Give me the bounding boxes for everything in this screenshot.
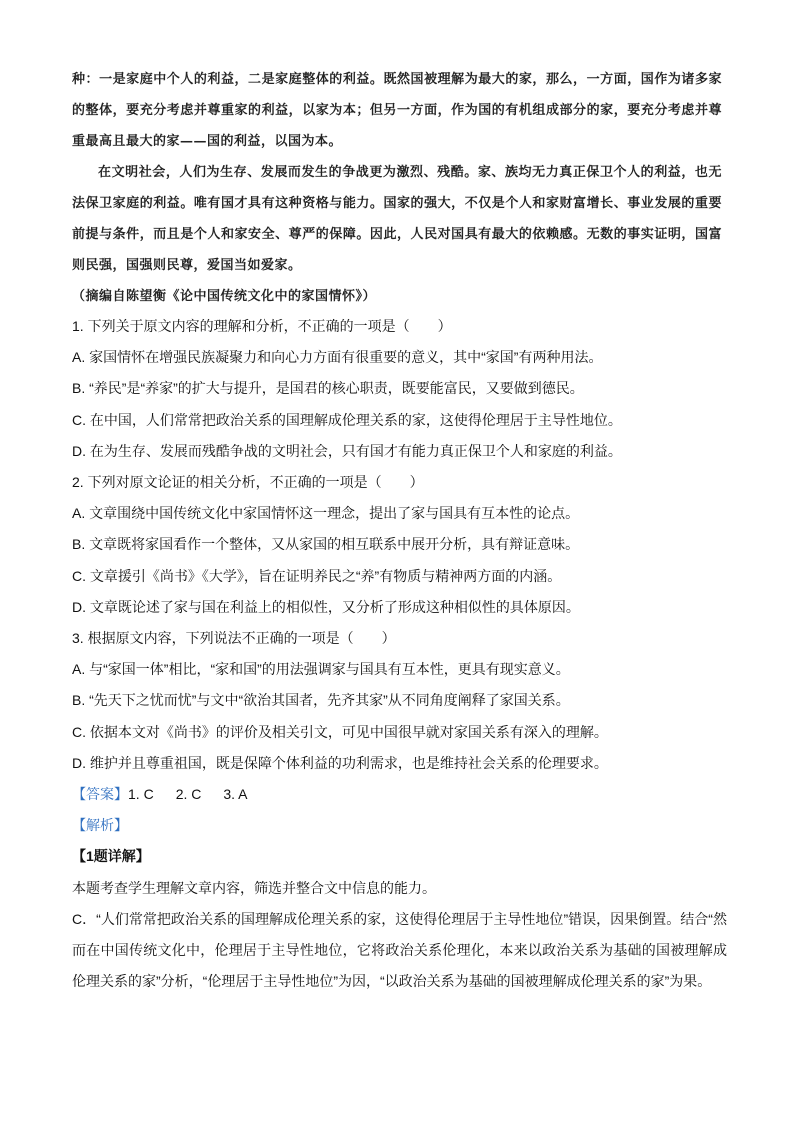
option-item: A. 与“家国一体”相比，“家和国”的用法强调家与国具有互本性，更具有现实意义。 <box>72 661 570 678</box>
question-stem: 3. 根据原文内容，下列说法不正确的一项是（ ） <box>72 630 396 647</box>
option-item: C. 在中国，人们常常把政治关系的国理解成伦理关系的家，这使得伦理居于主导性地位。 <box>72 411 622 428</box>
option-item: C. 文章援引《尚书》《大学》，旨在证明养民之“养”有物质与精神两方面的内涵。 <box>72 567 562 584</box>
option-item: A. 文章围绕中国传统文化中家国情怀这一理念，提出了家与国具有互本性的论点。 <box>72 505 580 522</box>
analysis-explanation: C．“人们常常把政治关系的国理解成伦理关系的家，这使得伦理居于主导性地位”错误，因果倒置。结合“然而在中国传统文化中，伦理居于主导性地位，它将政治关系伦理化，本来以政治关系为基础的国被理解成伦理关系的家”分析，“伦理居于主导性地位”为因，“以政治关系为基础的国被理解成伦理关系的家”为果。 <box>72 910 727 990</box>
option-item: D. 维护并且尊重祖国，既是保障个体利益的功利需求，也是维持社会关系的伦理要求。 <box>72 754 608 771</box>
question-stem: 2. 下列对原文论证的相关分析，不正确的一项是（ ） <box>72 474 424 491</box>
option-item: B. 文章既将家国看作一个整体，又从家国的相互联系中展开分析，具有辩证意味。 <box>72 536 580 553</box>
option-item: B. “先天下之忧而忧”与文中“欲治其国者，先齐其家”从不同角度阐释了家国关系。 <box>72 692 570 709</box>
option-item: C. 依据本文对《尚书》的评价及相关引文，可见中国很早就对家国关系有深入的理解。 <box>72 723 608 740</box>
option-item: B. “养民”是“养家”的扩大与提升，是国君的核心职责，既要能富民，又要做到德民。 <box>72 380 584 397</box>
option-item: D. 在为生存、发展而残酷争战的文明社会，只有国才有能力真正保卫个人和家庭的利益。 <box>72 442 622 459</box>
passage-source: （摘编自陈望衡《论中国传统文化中的家国情怀》） <box>72 289 377 304</box>
answer-item: 1. C <box>128 786 154 803</box>
passage-paragraph: 种：一是家庭中个人的利益，二是家庭整体的利益。既然国被理解为最大的家，那么，一方面，国作为诸多家的整体，要充分考虑并尊重家的利益，以家为本；但另一方面，作为国的有机组成部分的家，要充分考虑并尊重最高且最大的家——国的利益，以国为本。 <box>72 72 722 149</box>
question-stem: 1. 下列关于原文内容的理解和分析，不正确的一项是（ ） <box>72 318 452 334</box>
answer-item: 3. A <box>223 786 248 803</box>
detail-heading: 【1题详解】 <box>72 848 150 865</box>
reading-passage <box>72 64 722 312</box>
answer-label: 【答案】 <box>72 786 128 803</box>
answer-item: 2. C <box>175 786 202 803</box>
question-section <box>72 311 727 997</box>
passage-paragraph: 在文明社会，人们为生存、发展而发生的争战更为激烈、残酷。家、族均无力真正保卫个人的利益，也无法保卫家庭的利益。唯有国才具有这种资格与能力。国家的强大，不仅是个人和家财富增长、事业发展的重要前提与条件，而且是个人和家安全、尊严的保障。因此，人民对国具有最大的依赖感。无数的事实证明，国富则民强，国强则民尊，爱国当如爱家。 <box>72 165 722 273</box>
analysis-label: 【解析】 <box>72 817 128 834</box>
option-item: A. 家国情怀在增强民族凝聚力和向心力方面有很重要的意义，其中“家国”有两种用法。 <box>72 349 603 366</box>
answer-row <box>72 779 727 810</box>
option-item: D. 文章既论述了家与国在利益上的相似性，又分析了形成这种相似性的具体原因。 <box>72 598 580 615</box>
analysis-intro: 本题考查学生理解文章内容，筛选并整合文中信息的能力。 <box>72 879 436 896</box>
